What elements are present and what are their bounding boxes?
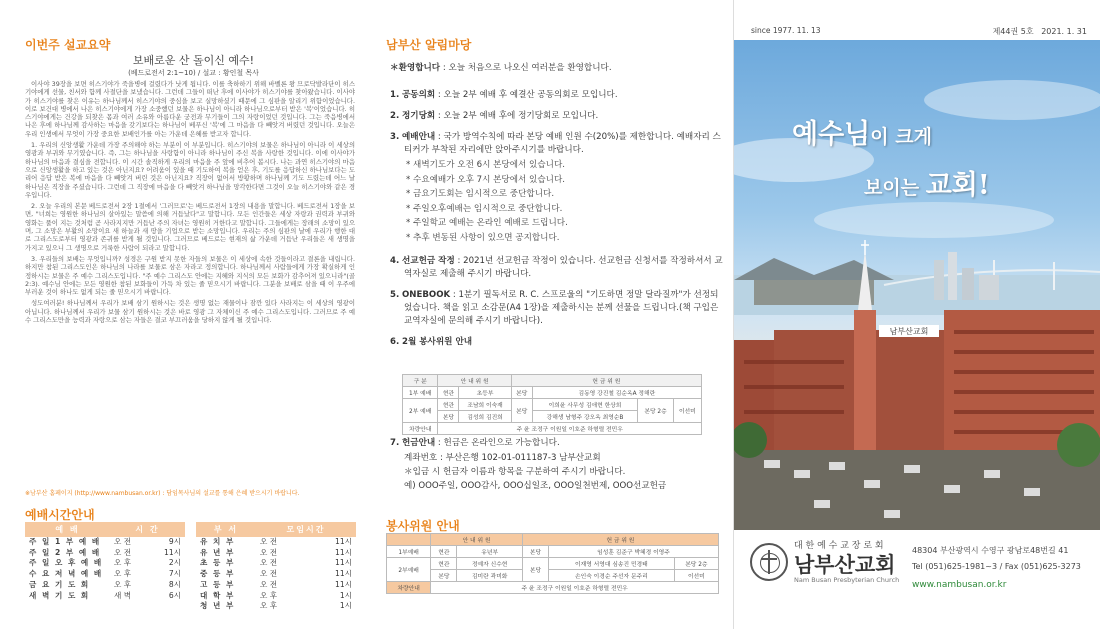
table-row: 금 요 기 도 회 오 후 8시 [29, 579, 181, 589]
table-row: 중 등 부 오 전 11시 [200, 569, 352, 579]
table-row: 주 일 오 후 예 배 오 후 2시 [29, 558, 181, 568]
volunteers-section-title: 봉사위원 안내 [386, 519, 460, 533]
table-row: 본당 김미란 곽미화 손인숙 이경순 주선자 문주리 이선미 [387, 570, 719, 582]
sermon-paragraph: 이사야 39장을 보면 히스기야가 죽을병에 걸렸다가 낫게 됩니다. 이를 축하하기 위해 바벨론 왕 므로닥발라단이 히스기야에게 선물, 친서와 함께 사절단을 보냈습니다. 그런데 그들이 떠난 후에 이사야가 히스기야를 찾아왔습니다. 이사야가 히스기야를 찾은 이유는 하나님께서 히스기야의 중심을 보고 실망하셨기 때문에 그 심판을 알리기 위함이었습니다. 이로 보건대 병에서 나은 히스기야에게 가장 소중했던 보물은 하나님이 아니라 하나님으로부터 받은 '복'이었습니다. 히스기야에게는 건강을 되찾은 몸과 여러 소유와 아름다운 궁전과 무기들이 그의 자랑이었던 것입니다. 그는 죽음병에서 나은 후에 하나님께 감사하는 마음을 갖기보다는 하나님이 베푸신 '복'에 그 마음을 다 빼앗겨 버렸던 것입니다. 오늘은 우리 인생에서 무엇이 가장 중요한 보배인가를 아는 가운데 은혜를 받고자 합니다. [25, 80, 355, 138]
church-phone: Tel (051)625-1981~3 / Fax (051)625-3273 [912, 562, 1081, 571]
sermon-column [0, 0, 362, 629]
table-row: 1부예배 현관 유년부 본당 임성훈 김준구 박혜경 이영주 [387, 546, 719, 558]
church-name: 남부산교회 [794, 553, 896, 577]
sermon-section-title: 이번주 설교요약 [25, 38, 111, 52]
table-row: 청 년 부 오 후 1시 [200, 601, 352, 611]
church-address: 48304 부산광역시 수영구 광남로48번길 41 [912, 546, 1069, 555]
church-logo-icon [750, 543, 788, 581]
notice-item: 5. ONEBOOK : 1분기 필독서로 R. C. 스프로울의 "기도하면 정말 달라질까"가 선정되었습니다. 책을 읽고 소감문(A4 1장)을 제출하시는 분께 선물을 드립니다.(책 구입은 교역자실에 문의해 주시기 바랍니다). [390, 290, 719, 326]
notices-column [372, 0, 727, 629]
volunteer-table: 안 내 위 원 헌 금 위 원 1부예배 현관 유년부 본당 임성훈 김준구 박혜경 이영주 2부예배 현관 정예자 신수현 본당 이재영 서영대 심송진 민경태 본당 2층 본당 김미란 곽미화 손인숙 이경순 주선자 문주리 이선미 차량안내 주 윤 조정구 이원일 이호준 하형렬 전민우 [386, 533, 719, 594]
table-row: 새 벽 기 도 회 새 벽 6시 [29, 590, 181, 600]
table-row: 고 등 부 오 전 11시 [200, 579, 352, 589]
sub-notice: * 수요예배가 오후 7시 본당에서 있습니다. [406, 174, 565, 185]
sermon-footnote: ※남부산 홈페이지 (http://www.nambusan.or.kr) : 담임목사님의 설교를 통해 은혜 받으시기 바랍니다. [25, 490, 300, 497]
table-row: 주 일 2 부 예 배 오 전 11시 [29, 547, 181, 557]
table-row: 초 등 부 오 전 11시 [200, 558, 352, 568]
sermon-paragraph: 2. 오늘 우리의 본문 베드로전서 2장 1절에서 '그러므로'는 베드로전서 1장의 내용을 말합니다. 베드로전서 1장을 보면, "너희는 영원한 하나님의 살아있는 말씀에 의해 거듭났다"고 말합니다. 모든 인간들은 세상 자랑과 권력과 부귀와 영화는 풀이 지는 것처럼 곧 사라지지만 거듭난 주의 자녀는 영원히 거한다고 말합니다. 그들에게는 장래의 소망이 있으며, 그 소망은 부활의 소망이요 새 하늘과 새 땅을 기업으로 받는 소망입니다. 우리는 주의 심판의 날에 우리가 행한 대로 그리스도로부터 영광과 존귀를 받게 될 것입니다. 그러므로 베드로는 현재의 삶 가운데 거듭난 우리들은 새 생명을 가지고 있으니 그 생명으로 거룩한 사람이 되라고 말합니다. [25, 202, 355, 252]
sermon-title: 보배로운 산 돌이신 예수! [132, 54, 255, 67]
table-row: 주 일 1 부 예 배 오 전 9시 [29, 537, 181, 546]
table-row: 수 요 저 녁 예 배 오 후 7시 [29, 569, 181, 579]
issue-info: 제44권 5호 2021. 1. 31 [992, 27, 1087, 36]
church-name-en: Nam Busan Presbyterian Church [794, 576, 900, 584]
since-date: since 1977. 11. 13 [751, 26, 821, 35]
table-row: 본당 김성희 김진희 강해생 남형주 강오옥 최영순B [403, 411, 702, 423]
denomination: 대 한 예 수 교 장 로 회 [794, 541, 884, 551]
table-row: 유 년 부 오 전 11시 [200, 547, 352, 557]
notice-item: 4. 선교헌금 작정 : 2021년 선교헌금 작정이 있습니다. 선교헌금 신청서를 작정하셔서 교역자실로 제출해 주시기 바랍니다. [390, 256, 723, 279]
sermon-reference: (베드로전서 2:1~10) / 설교 : 황인철 목사 [128, 69, 259, 77]
notices-body [390, 62, 725, 351]
notice-item: 2. 정기당회 : 오늘 2부 예배 후에 정기당회로 모입니다. [390, 111, 599, 121]
table-row: 1부 예배 현관 초등부 본당 김동영 강진철 김순옥A 정해란 [403, 387, 702, 399]
worship-header: 예 배 [25, 522, 110, 537]
welcome-notice: ＊환영합니다 : 오늘 처음으로 나오신 여러분을 환영합니다. [390, 63, 612, 73]
table-row: 차량안내 주 윤 조정구 이원일 이호준 하형렬 전민우 [403, 423, 702, 435]
sermon-paragraph: 1. 우리의 신앙생활 가운데 가장 주의해야 하는 부분이 이 부분입니다. 히스기야의 보물은 하나님이 아니라 이 세상의 영광과 부귀와 무기였습니다. 즉, 그는 하나님을 사랑함이 아니라 하나님이 주신 복을 사랑한 것입니다. 이에 이사야가 하나님의 마음과 결심을 전합니다. 이 시간 솔직하게 우리의 마음을 주 앞에 비추어 봅시다. 나는 과연 히스기야의 마음으로 신앙생활을 하고 있는 것은 아닌지요? 어려움이 있을 때 기도하여 복을 얻은 후, 기도를 응답하신 하나님보다는 도리어 응답 받은 복에 마음을 다 빼앗겨 버린 것은 아닌지요? 직장이 없어서 방황하며 하나님께 기도 드렸는데 어느 날 하나님은 직장을 주셨습니다. 그런데 그 직장에 마음을 다 빼앗겨 하나님을 망각한다면 그것이 오늘 히스기야와 같은 경우입니다. [25, 141, 355, 199]
cover-column [733, 0, 1100, 629]
table-row: 2부 예배 현관 조남희 이숙재 본당 이희윤 사무성 김애현 한상희 본당 2층 이선미 [403, 399, 702, 411]
sub-notice: * 주일오후예배는 임시적으로 중단합니다. [406, 203, 563, 214]
notice-item: 7. 헌금안내 : 헌금은 온라인으로 가능합니다. [390, 438, 560, 448]
table-row: 차량안내 주 윤 조정구 이원일 이호준 하형렬 전민우 [387, 582, 719, 594]
notices-section-title: 남부산 알림마당 [386, 38, 472, 52]
february-volunteer-table: 구 분 안 내 위 원 헌 금 위 원 1부 예배 현관 초등부 본당 김동영 강진철 김순옥A 정해란 2부 예배 현관 조남희 이숙재 본당 이희윤 사무성 김애현 한상희 본당 2층 이선미 본당 김성희 김진희 강해생 남형주 강오옥 최영순B 차량안내 주 윤 조정구 이원일 이호준 하형렬 전민우 [402, 374, 702, 435]
table-row: 대 학 부 오 후 1시 [200, 590, 352, 600]
cover-headline: 예수님이 크게 보이는 교회! [792, 119, 990, 201]
department-header: 부 서 [196, 522, 256, 537]
sermon-paragraph: 3. 우리들의 보배는 무엇입니까? 성경은 구원 받지 못한 자들의 보물은 이 세상에 속한 것들이라고 결론을 내립니다. 하지만 참된 그리스도인은 하나님의 나라를 보물로 삼은 자라고 정의합니다. 하나님께서 사람들에게 가장 확실하게 인정하시는 보물은 주 예수 그리스도입니다. "주 예수 그리스도 안에는 지혜와 지식의 모든 보화가 감추어져 있으니라"(골2:3). 예수님 안에는 모든 영원한 참된 보화들이 가득 차 있는 줄 믿으시기 바랍니다. 그분을 보배로 삼을 때 이 우주에 부러운 것이 하나도 없게 되는 줄 믿으시기 바랍니다. [25, 254, 355, 297]
department-header: 모임시간 [256, 522, 356, 537]
sermon-body [25, 80, 355, 482]
table-row: 유 치 부 오 전 11시 [200, 537, 352, 546]
notice-item: 6. 2월 봉사위원 안내 [390, 337, 473, 347]
church-sign: 남부산교회 [889, 327, 929, 336]
sub-notice: * 추후 변동된 사항이 있으면 공지합니다. [406, 232, 560, 243]
sub-notice: * 주일학교 예배는 온라인 예배로 드립니다. [406, 218, 568, 228]
account-note: ＊입금 시 헌금자 이름과 항목을 구분하여 주시기 바랍니다. [404, 467, 626, 477]
account-example: 예) OOO주일, OOO감사, OOO십일조, OOO일천번제, OOO선교헌금 [404, 481, 667, 491]
notice-item: 1. 공동의회 : 오늘 2부 예배 후 예결산 공동의회로 모입니다. [390, 90, 618, 100]
worship-section-title: 예배시간안내 [25, 508, 95, 522]
sub-notice: * 금요기도회는 임시적으로 중단합니다. [406, 189, 555, 199]
offering-notice [390, 437, 725, 493]
worship-header: 시 간 [110, 522, 185, 537]
sub-notice: * 새벽기도가 오전 6시 본당에서 있습니다. [406, 160, 565, 170]
sermon-paragraph: 성도여러분! 하나님께서 우리가 보배 삼기 원하시는 것은 생명 없는 재물이나 잠깐 있다 사라지는 이 세상의 영광이 아닙니다. 하나님께서 우리가 보물 삼기 원하시는 것은 바로 영광 그 자체이신 주 예수 그리스도입니다. 그러므로 주 예수 그리스도만을 능력과 자랑으로 삼는 자들은 결코 부끄러움을 당하지 않게 될 것입니다. [25, 299, 355, 325]
notice-item: 3. 예배안내 : 국가 방역수칙에 따라 본당 예배 인원 수(20%)를 제한합니다. 예배자리 스티커가 부착된 자리에만 앉아주시기를 바랍니다. [390, 132, 721, 155]
church-website[interactable]: www.nambusan.or.kr [912, 580, 1007, 590]
worship-table [25, 522, 185, 601]
table-row: 2부예배 현관 정예자 신수현 본당 이재영 서영대 심송진 민경태 본당 2층 [387, 558, 719, 570]
bank-account: 계좌번호 : 부산은행 102-01-011187-3 남부산교회 [404, 453, 601, 463]
department-table [196, 522, 356, 612]
